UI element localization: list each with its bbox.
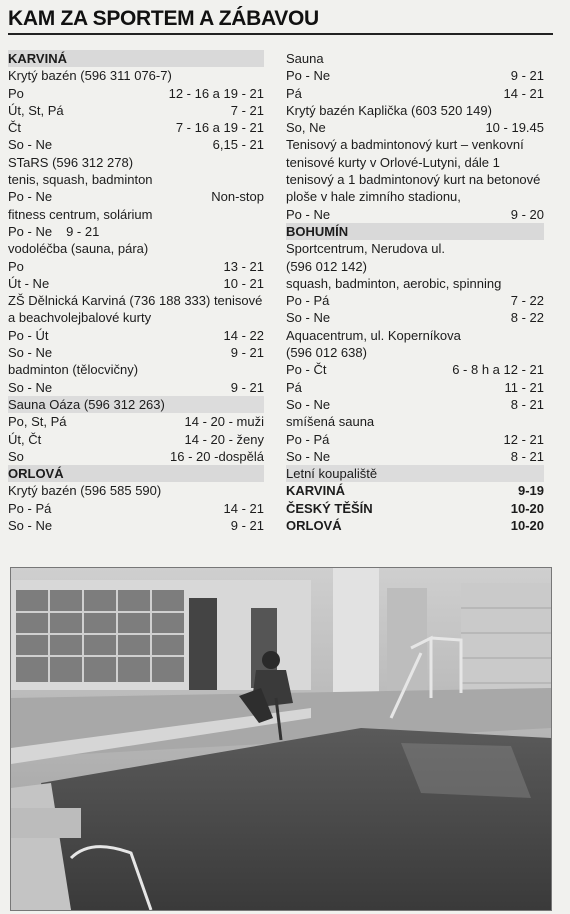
hours-row (8, 517, 264, 534)
hours-row (286, 85, 544, 102)
venue-description: ZŠ Dělnická Karviná (736 188 333) tenisové a beachvolejbalové kurty (8, 293, 263, 326)
venue-name: Sportcentrum, Nerudova ul. (286, 241, 445, 257)
hours-row (8, 258, 264, 275)
opening-hours: 9 - 21 (230, 345, 264, 361)
venue-name: smíšená sauna (286, 414, 375, 430)
opening-hours: 14 - 21 (503, 85, 544, 101)
hours-row (8, 500, 264, 517)
city-heading: BOHUMÍN (286, 223, 544, 240)
hours-row (8, 275, 264, 292)
hours-row (8, 119, 264, 136)
pool-city-name: KARVINÁ (286, 483, 345, 499)
days-label: So, Ne (286, 120, 326, 136)
opening-hours: 6,15 - 21 (212, 137, 264, 153)
opening-hours: 9 - 21 (230, 379, 264, 395)
venue-name: tenis, squash, badminton (8, 172, 153, 188)
hours-row (8, 327, 264, 344)
days-label: Po, St, Pá (8, 414, 67, 430)
opening-hours: 8 - 22 (510, 310, 544, 326)
indoor-pool-photo (10, 567, 552, 911)
days-label: Út, Čt (8, 431, 42, 447)
hours-row (286, 206, 544, 223)
days-label: Po - Pá (8, 500, 52, 516)
hours-row (8, 379, 264, 396)
opening-hours: 9 - 21 (510, 68, 544, 84)
days-label: Po - Ne (8, 223, 53, 239)
hours-row (286, 448, 544, 465)
venue-name: badminton (tělocvičny) (8, 362, 139, 378)
hours-row (8, 431, 264, 448)
hours-row (286, 67, 544, 84)
venue-name: squash, badminton, aerobic, spinning (286, 275, 502, 291)
days-label: So - Ne (8, 518, 53, 534)
opening-hours: 13 - 21 (223, 258, 264, 274)
headline: KAM ZA SPORTEM A ZÁBAVOU (8, 7, 319, 30)
hours-row (8, 223, 264, 240)
pool-city-name: ČESKÝ TĚŠÍN (286, 500, 373, 516)
right-column (286, 50, 544, 534)
hours-row (8, 85, 264, 102)
days-label: Po - Út (8, 327, 49, 343)
days-label: Po - Ne (286, 68, 331, 84)
opening-hours: 16 - 20 -dospělá (170, 448, 264, 464)
hours-row (8, 188, 264, 205)
opening-hours: 14 - 20 - muži (184, 414, 264, 430)
hours-row (8, 344, 264, 361)
days-label: Út - Ne (8, 275, 50, 291)
opening-hours: 10-20 (510, 500, 544, 516)
days-label: So - Ne (8, 345, 53, 361)
headline-rule (8, 33, 553, 35)
days-label: So - Ne (8, 379, 53, 395)
venue-name: Krytý bazén (596 585 590) (8, 483, 162, 499)
opening-hours: 8 - 21 (510, 448, 544, 464)
venue-name: (596 012 638) (286, 345, 367, 361)
hours-row (286, 482, 544, 499)
opening-hours: Non-stop (211, 189, 264, 205)
opening-hours: 10-20 (510, 518, 544, 534)
opening-hours: 9 - 21 (230, 518, 264, 534)
opening-hours: 6 - 8 h a 12 - 21 (452, 362, 544, 378)
days-label: Pá (286, 379, 302, 395)
opening-hours: 11 - 21 (504, 379, 544, 395)
days-label: Po - Ne (286, 206, 331, 222)
opening-hours: 14 - 20 - ženy (184, 431, 264, 447)
hours-row (8, 413, 264, 430)
venue-name: vodoléčba (sauna, pára) (8, 241, 149, 257)
days-label: Pá (286, 85, 302, 101)
venue-name: (596 012 142) (286, 258, 367, 274)
days-label: So - Ne (286, 448, 331, 464)
venue-name: fitness centrum, solárium (8, 206, 153, 222)
venue-description: Tenisový a badmintonový kurt – venkovní tenisové kurty v Orlové-Lutyni, dále 1 tenisový a 1 badmintonový kurt na betonové ploše v hale zimního stadionu, (286, 137, 541, 205)
venue-name: Letní koupaliště (286, 465, 544, 482)
opening-hours: 12 - 21 (503, 431, 544, 447)
hours-row (286, 431, 544, 448)
days-label: Po - Pá (286, 293, 330, 309)
opening-hours: 7 - 22 (510, 293, 544, 309)
days-label: So (8, 448, 24, 464)
hours-row (286, 292, 544, 309)
opening-hours: 14 - 22 (223, 327, 264, 343)
opening-hours: 7 - 21 (230, 102, 264, 118)
opening-hours: 8 - 21 (510, 396, 544, 412)
days-label: Po - Ne (8, 189, 53, 205)
venue-name: Krytý bazén Kaplička (603 520 149) (286, 102, 492, 118)
venue-name: Sauna Oáza (596 312 263) (8, 396, 264, 413)
hours-row (286, 500, 544, 517)
opening-hours: 14 - 21 (223, 500, 264, 516)
pool-photo-illustration (11, 568, 551, 910)
city-heading: ORLOVÁ (8, 465, 264, 482)
days-label: So - Ne (8, 137, 53, 153)
venue-name: STaRS (596 312 278) (8, 154, 134, 170)
days-label: Po (8, 85, 24, 101)
venue-name: Sauna (286, 51, 324, 66)
hours-row (286, 309, 544, 326)
hours-row (286, 379, 544, 396)
city-heading: KARVINÁ (8, 50, 264, 67)
opening-hours: 9 - 21 (66, 223, 100, 239)
opening-hours: 9 - 20 (510, 206, 544, 222)
hours-row (8, 136, 264, 153)
opening-hours: 12 - 16 a 19 - 21 (168, 85, 264, 101)
left-column (8, 50, 264, 534)
opening-hours: 7 - 16 a 19 - 21 (175, 120, 264, 136)
hours-row (286, 396, 544, 413)
opening-hours: 10 - 21 (223, 275, 264, 291)
hours-row (8, 102, 264, 119)
days-label: Po - Pá (286, 431, 330, 447)
days-label: Út, St, Pá (8, 102, 64, 118)
hours-row (286, 119, 544, 136)
opening-hours: 9-19 (517, 483, 544, 499)
days-label: Čt (8, 120, 21, 136)
hours-row (8, 448, 264, 465)
days-label: So - Ne (286, 310, 331, 326)
opening-hours: 10 - 19.45 (485, 120, 544, 136)
venue-name: Krytý bazén (596 311 076-7) (8, 68, 172, 84)
hours-row (286, 517, 544, 534)
venue-name: Aquacentrum, ul. Koperníkova (286, 327, 461, 343)
hours-row (286, 361, 544, 378)
days-label: Po - Čt (286, 362, 327, 378)
days-label: So - Ne (286, 396, 331, 412)
pool-city-name: ORLOVÁ (286, 518, 342, 534)
days-label: Po (8, 258, 24, 274)
